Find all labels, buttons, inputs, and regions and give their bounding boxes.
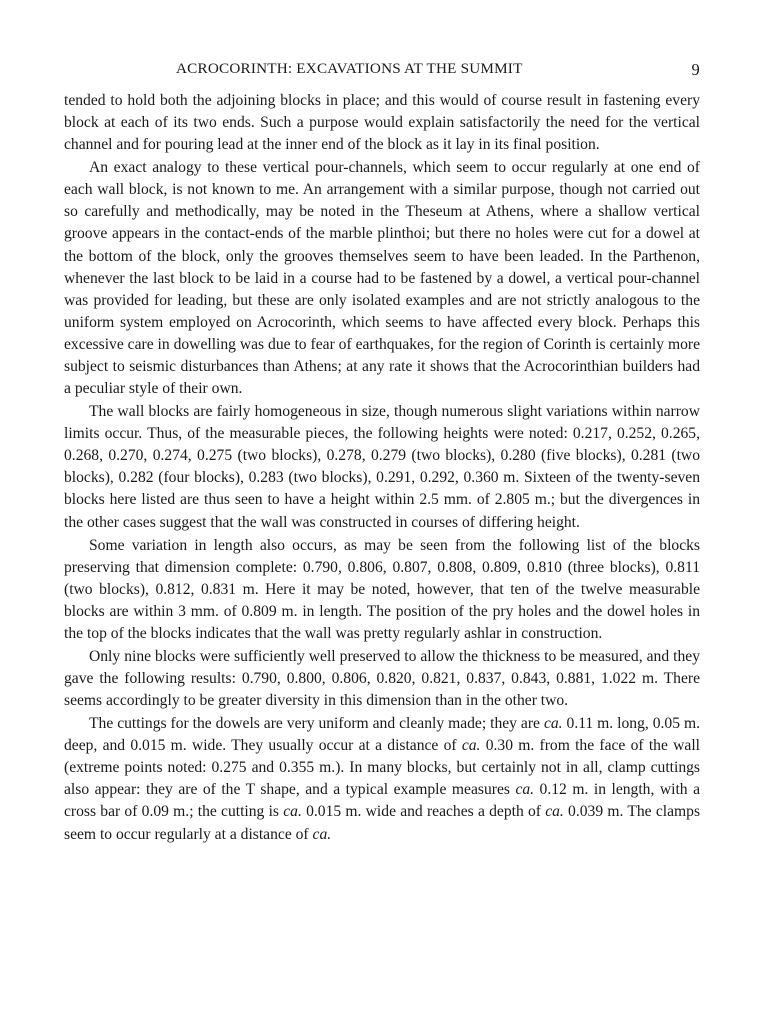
running-header — [64, 60, 700, 82]
body-text — [64, 90, 700, 847]
paragraph: The wall blocks are fairly homogeneous in size, though numerous slight variations within narrow limits occur. Thus, of the measurable pieces, the following heights were noted: 0.217, 0.252, 0.265, 0.268, 0.270, 0.274, 0.275 (two blocks), 0.278, 0.279 (two blocks), 0.280 (five blocks), 0.281 (two blocks), 0.282 (four blocks), 0.283 (two blocks), 0.291, 0.292, 0.360 m. Sixteen of the twenty-seven blocks here listed are thus seen to have a height within 2.5 mm. of 2.805 m.; but the divergences in the other cases suggest that the wall was constructed in courses of differing height. — [64, 403, 700, 531]
paragraph: Some variation in length also occurs, as may be seen from the following list of the blocks preserving that dimension complete: 0.790, 0.806, 0.807, 0.808, 0.809, 0.810 (three blocks), 0.811 (two blocks), 0.812, 0.831 m. Here it may be noted, however, that ten of the twelve measurable blocks are within 3 mm. of 0.809 m. in length. The position of the pry holes and the dowel holes in the top of the blocks indicates that the wall was pretty regularly ashlar in construction. — [64, 536, 700, 642]
running-title: ACROCORINTH: EXCAVATIONS AT THE SUMMIT — [176, 60, 523, 77]
paragraph: Only nine blocks were sufficiently well preserved to allow the thickness to be measured, and they gave the following results: 0.790, 0.800, 0.806, 0.820, 0.821, 0.837, 0.843, 0.881, 1.022 m. There seems accordingly to be greater diversity in this dimension than in the other two. — [64, 647, 700, 710]
paragraph-continuation: tended to hold both the adjoining blocks in place; and this would of course result in fastening every block at each of its two ends. Such a purpose would explain satisfactorily the need for the vertical channel and for pouring lead at the inner end of the block as it lay in its final position. — [64, 92, 700, 154]
paragraph: The cuttings for the dowels are very uniform and cleanly made; they are ca. 0.11 m. long, 0.05 m. deep, and 0.015 m. wide. They usually occur at a distance of ca. 0.30 m. from the face of the wall (extreme points noted: 0.275 and 0.355 m.). In many blocks, but certainly not in all, clamp cuttings also appear: they are of the T shape, and a typical example measures ca. 0.12 m. in length, with a cross bar of 0.09 m.; the cutting is ca. 0.015 m. wide and reaches a depth of ca. 0.039 m. The clamps seem to occur regularly at a distance of ca. — [64, 715, 701, 843]
page-number: 9 — [691, 60, 700, 79]
paragraph: An exact analogy to these vertical pour-channels, which seem to occur regularly at one end of each wall block, is not known to me. An arrangement with a similar purpose, though not carried out so carefully and methodically, may be noted in the Theseum at Athens, where a shallow vertical groove appears in the contact-ends of the marble plinthoi; but there no holes were cut for a dowel at the bottom of the block, only the grooves themselves seem to have been leaded. In the Parthenon, whenever the last block to be laid in a course had to be fastened by a dowel, a vertical pour-channel was provided for leading, but these are only isolated examples and are not strictly analogous to the uniform system employed on Acrocorinth, which seems to have affected every block. Perhaps this excessive care in dowelling was due to fear of earthquakes, for the region of Corinth is certainly more subject to seismic disturbances than Athens; at any rate it shows that the Acrocorinthian builders had a peculiar style of their own. — [64, 159, 700, 398]
